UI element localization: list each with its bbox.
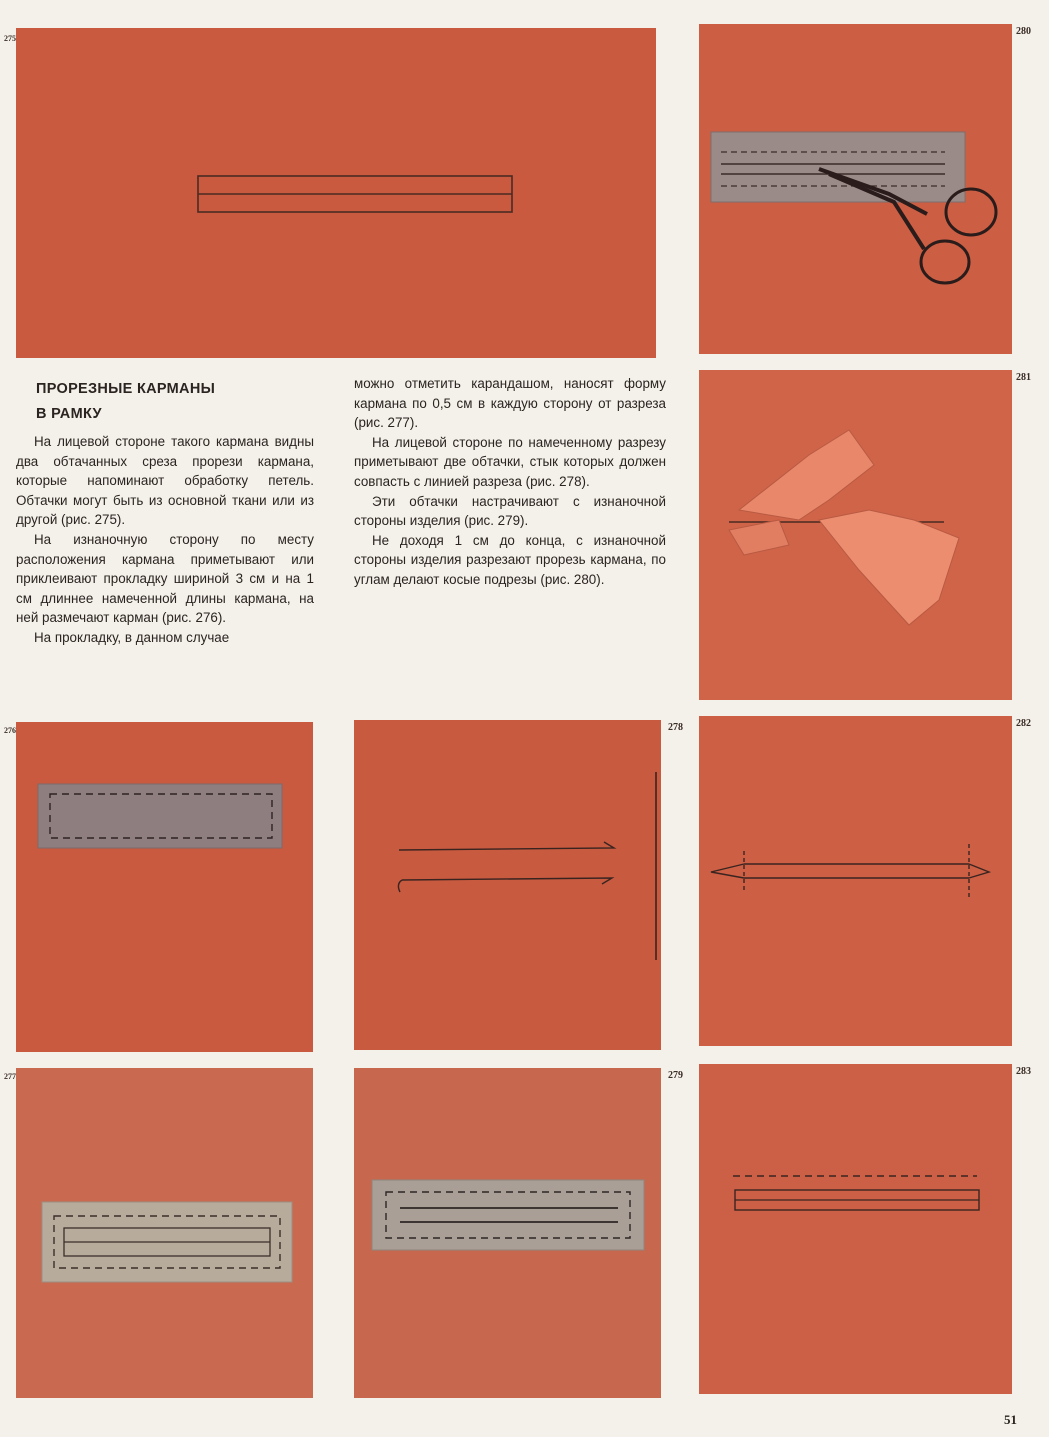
figure-278-photo (354, 720, 661, 1050)
figure-279-photo (354, 1068, 661, 1398)
figure-number-278: 278 (668, 722, 683, 733)
paragraph: можно отметить карандашом, наносят форму кармана по 0,5 см в каждую сторону от разреза (рис. 277). (354, 376, 666, 431)
figure-281-photo (699, 370, 1012, 700)
figure-number-279: 279 (668, 1070, 683, 1081)
figure-276-photo (16, 722, 313, 1052)
text-column-1 (16, 432, 314, 648)
heading-line-2: В РАМКУ (36, 406, 102, 422)
figure-277-photo (16, 1068, 313, 1398)
page-number: 51 (1004, 1412, 1017, 1427)
figure-number-277: 277 (4, 1072, 16, 1081)
text-column-2 (354, 374, 666, 590)
heading-line-1: ПРОРЕЗНЫЕ КАРМАНЫ (36, 381, 216, 397)
figure-number-283: 283 (1016, 1066, 1031, 1077)
paragraph: На лицевой стороне такого кармана видны два обтачанных среза прорези кармана, которые напоминают обработку петель. Обтачки могут быть из основной ткани или из другой (рис. 275). (16, 434, 314, 528)
paragraph: Эти обтачки настрачивают с изнаночной стороны изделия (рис. 279). (354, 493, 666, 529)
paragraph: На лицевой стороне по намеченному разрезу приметывают две обтачки, стык которых должен совпасть с линией разреза (рис. 278). (354, 434, 666, 489)
section-heading (36, 377, 215, 427)
figure-number-275: 275 (4, 34, 16, 43)
figure-number-281: 281 (1016, 372, 1031, 383)
figure-number-282: 282 (1016, 718, 1031, 729)
figure-number-280: 280 (1016, 26, 1031, 37)
figure-275-photo (16, 28, 656, 358)
figure-282-photo (699, 716, 1012, 1046)
figure-283-photo (699, 1064, 1012, 1394)
paragraph: На изнаночную сторону по месту расположения кармана приметывают или приклеивают прокладку шириной 3 см и на 1 см длиннее намеченной длины кармана, на ней размечают карман (рис. 276). (16, 531, 314, 626)
paragraph: Не доходя 1 см до конца, с изнаночной стороны изделия разрезают прорезь кармана, по углам делают косые подрезы (рис. 280). (354, 532, 666, 587)
figure-280-photo (699, 24, 1012, 354)
paragraph: На прокладку, в данном случае (34, 629, 230, 645)
figure-number-276: 276 (4, 726, 16, 735)
